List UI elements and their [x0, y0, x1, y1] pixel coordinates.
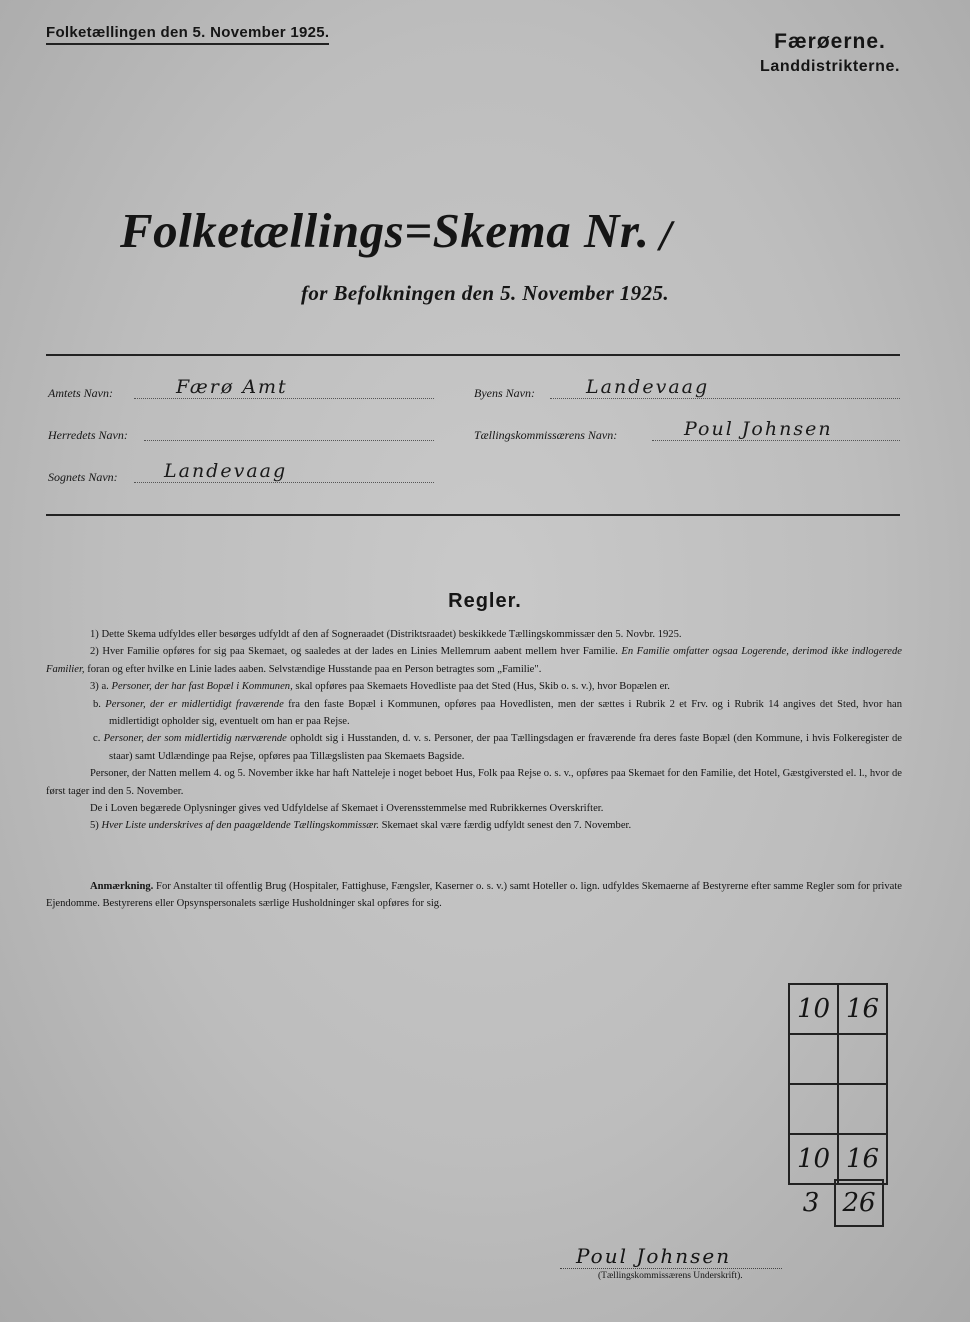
field-amt [48, 376, 288, 401]
field-by-label: Byens Navn: [474, 386, 535, 400]
tally-row [790, 1135, 886, 1185]
tally-cell: 10 [796, 994, 831, 1024]
rule-2-italic: En Familie omfatter ogsaa Logerende, derimod ikke indlogerede Familier, [46, 646, 902, 675]
signature-line [560, 1268, 782, 1269]
rule-3c [46, 730, 902, 765]
field-herred [48, 428, 128, 443]
census-header: Folketællingen den 5. November 1925. [46, 24, 329, 45]
rule-3b-tail: fra den faste Bopæl i Kommunen, opføres paa Hovedlisten, men der sættes i Rubrik 2 et Frv. og i Rubrik 14 angives det Sted, hvor han midlertidigt opholder sig, eventuelt om han er paa Rejse. [109, 698, 902, 728]
divider-bottom [46, 514, 900, 516]
tally-cell [837, 1085, 886, 1133]
remark-label: Anmærkning. [90, 881, 154, 892]
tally-cell [837, 1035, 886, 1083]
tally-table [788, 983, 888, 1185]
field-kommissaer [474, 418, 833, 443]
rule-5-tail: Skemaet skal være færdig udfyldt senest den 7. November. [381, 820, 632, 832]
rule-5-italic: Hver Liste underskrives af den paagældende Tællingskommissær. [101, 820, 379, 832]
field-amt-label: Amtets Navn: [48, 386, 113, 400]
field-by-line [550, 398, 900, 399]
rules-list [46, 626, 902, 835]
rule-3a [46, 678, 902, 695]
field-amt-line [134, 398, 434, 399]
rule-3c-tail: opholdt sig i Husstanden, d. v. s. Personer, der paa Tællingsdagen er fraværende fra deres faste Bopæl (den Kommune, i hvis Folkeregister de staar) samt Udlændinge paa Rejse, opføres paa Tillægslisten paa Skemaets Bagside. [109, 733, 903, 762]
field-sogn-value: Landevaag [164, 460, 288, 482]
form-subtitle: for Befolkningen den 5. November 1925. [300, 281, 670, 305]
rule-2-tail: foran og efter hvilke en Linie lades aaben. Selvstændige Husstande paa en Person betragtes som „Familie". [87, 663, 542, 675]
field-kommissaer-value: Poul Johnsen [684, 418, 833, 440]
tally-cell [790, 1035, 837, 1083]
field-amt-value: Færø Amt [176, 376, 288, 398]
total-persons: 26 [834, 1179, 884, 1227]
rule-1: 1) Dette Skema udfyldes eller besørges udfyldt af den af Sogneraadet (Distriktsraadet) beskikkede Tællingskommissær den 5. Novbr. 1925. [90, 629, 682, 640]
rule-3b-italic: Personer, der er midlertidigt fraværende [105, 698, 284, 710]
rule-2 [46, 643, 902, 678]
tally-cell: 16 [837, 985, 886, 1033]
tally-row [790, 985, 886, 1035]
rule-4b: De i Loven begærede Oplysninger gives ved Udfyldelse af Skemaet i Overensstemmelse med Rubrikkernes Overskrifter. [90, 803, 604, 815]
field-kommissaer-label: Tællingskommissærens Navn: [474, 428, 618, 442]
remark-note [46, 878, 902, 913]
tally-totals [788, 1179, 884, 1227]
field-herred-label: Herredets Navn: [48, 428, 128, 442]
field-sogn [48, 460, 288, 485]
tally-row [790, 1035, 886, 1085]
region-block [760, 30, 900, 76]
field-by-value: Landevaag [586, 376, 710, 398]
rule-3c-prefix: c. [93, 733, 101, 745]
field-herred-line [144, 440, 434, 441]
tally-cell [790, 1085, 837, 1133]
tally-row [790, 1085, 886, 1135]
field-sogn-line [134, 482, 434, 483]
form-number: / [659, 215, 673, 256]
rule-5-prefix: 5) [90, 820, 99, 832]
region-name: Færøerne. [774, 30, 886, 53]
rule-5 [46, 817, 902, 834]
rules-heading: Regler. [448, 590, 522, 612]
form-title [120, 202, 672, 259]
remark-text: For Anstalter til offentlig Brug (Hospitaler, Fattighuse, Fængsler, Kaserner o. s. v.) samt Hoteller o. lign. udfyldes Skemaerne af Bestyrerne efter samme Regler som for private Ejendomme. Bestyrerens eller Opsynspersonalets særlige Husholdninger skal opføres for sig. [46, 881, 902, 910]
rule-3c-italic: Personer, der som midlertidig nærværende [103, 733, 287, 745]
total-households: 3 [802, 1188, 820, 1218]
field-kommissaer-line [652, 440, 900, 441]
divider-top [46, 354, 900, 356]
form-title-text: Folketællings=Skema Nr. [120, 203, 650, 258]
field-sogn-label: Sognets Navn: [48, 470, 118, 484]
rule-3a-italic: Personer, der har fast Bopæl i Kommunen, [111, 681, 293, 693]
district-name: Landdistrikterne. [759, 58, 900, 75]
rule-3b-prefix: b. [93, 698, 101, 710]
tally-cell: 16 [837, 1135, 886, 1183]
rule-3b [46, 696, 902, 731]
rule-3a-tail: skal opføres paa Skemaets Hovedliste paa det Sted (Hus, Skib o. s. v.), hvor Bopælen er. [295, 681, 670, 693]
rule-2-text: 2) Hver Familie opføres for sig paa Skemaet, og saaledes at der lades en Linies Mellemrum aabent mellem hver Familie. [90, 646, 618, 658]
rule-3a-prefix: 3) a. [90, 681, 109, 693]
field-by [474, 376, 710, 401]
signature-caption: (Tællingskommissærens Underskrift). [598, 1271, 743, 1281]
rule-4: Personer, der Natten mellem 4. og 5. November ikke har haft Natteleje i noget beboet Hus, Folk paa Rejse o. s. v., opføres paa Skemaet for den Familie, det Hotel, Gæstgiversted el. l., hvor de først tager ind den 5. November. [46, 768, 902, 797]
tally-cell: 10 [796, 1144, 831, 1174]
enumerator-signature: Poul Johnsen [576, 1244, 732, 1268]
